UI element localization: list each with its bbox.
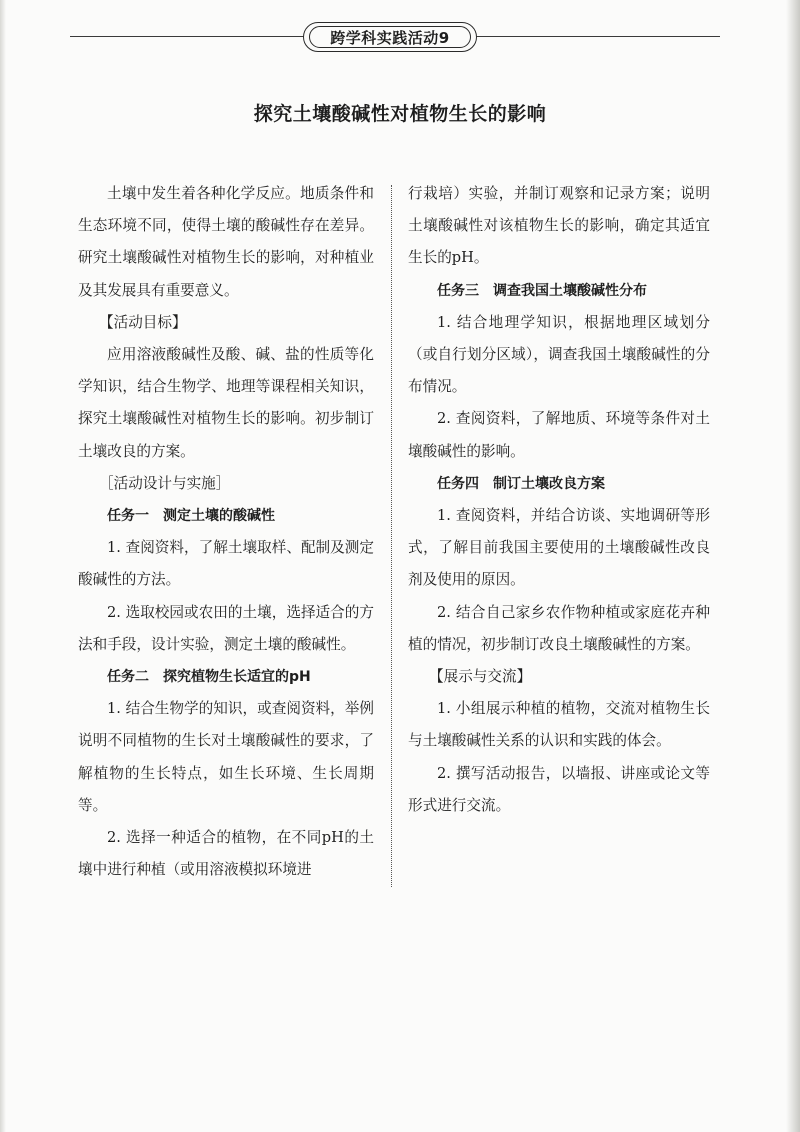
page-title: 探究土壤酸碱性对植物生长的影响 — [253, 103, 547, 125]
section-badge — [303, 22, 477, 52]
task1-title: 任务一 测定土壤的酸碱性 — [107, 508, 275, 525]
goals-paragraph: 应用溶液酸碱性及酸、碱、盐的性质等化学知识，结合生物学、地理等课程相关知识，探究土壤酸碱性对植物生长的影响。初步制订土壤改良的方案。 — [78, 346, 374, 460]
scan-right-shadow — [786, 0, 800, 1132]
scan-left-shadow — [0, 0, 6, 1132]
intro-paragraph: 土壤中发生着各种化学反应。地质条件和生态环境不同，使得土壤的酸碱性存在差异。研究土壤酸碱性对植物生长的影响，对种植业及其发展具有重要意义。 — [78, 185, 374, 299]
exchange-item-1: 1. 小组展示种植的植物，交流对植物生长与土壤酸碱性关系的认识和实践的体会。 — [408, 700, 710, 750]
exchange-item-2: 2. 撰写活动报告，以墙报、讲座或论文等形式进行交流。 — [408, 764, 710, 814]
task2-item-2-continuation: 行栽培）实验，并制订观察和记录方案；说明土壤酸碱性对该植物生长的影响，确定其适宜生长的pH。 — [408, 185, 710, 267]
task4-item-2: 2. 结合自己家乡农作物种植或家庭花卉种植的情况，初步制订改良土壤酸碱性的方案。 — [408, 603, 710, 653]
task3-item-1: 1. 结合地理学知识，根据地理区域划分（或自行划分区域），调查我国土壤酸碱性的分布情况。 — [408, 313, 710, 396]
task4-item-1: 1. 查阅资料，并结合访谈、实地调研等形式，了解目前我国主要使用的土壤酸碱性改良剂及使用的原因。 — [408, 507, 710, 589]
section-badge-label: 跨学科实践活动9 — [309, 26, 471, 48]
exchange-heading: 【展示与交流】 — [429, 668, 532, 686]
task2-item-1: 1. 结合生物学的知识，或查阅资料，举例说明不同植物的生长对土壤酸碱性的要求，了解植物的生长特点，如生长环境、生长周期等。 — [78, 700, 374, 814]
task1-item-2: 2. 选取校园或农田的土壤，选择适合的方法和手段，设计实验，测定土壤的酸碱性。 — [78, 603, 374, 653]
right-column — [408, 178, 710, 822]
task2-item-2: 2. 选择一种适合的植物，在不同pH的土壤中进行种植（或用溶液模拟环境进 — [78, 829, 374, 879]
task1-item-1: 1. 查阅资料，了解土壤取样、配制及测定酸碱性的方法。 — [78, 539, 374, 589]
design-heading: ［活动设计与实施］ — [99, 474, 231, 492]
left-column — [78, 178, 374, 886]
task2-title: 任务二 探究植物生长适宜的pH — [107, 669, 311, 686]
task3-title: 任务三 调查我国土壤酸碱性分布 — [437, 282, 647, 299]
task3-item-2: 2. 查阅资料，了解地质、环境等条件对土壤酸碱性的影响。 — [408, 410, 710, 460]
column-divider — [391, 185, 392, 887]
task4-title: 任务四 制订土壤改良方案 — [437, 475, 605, 492]
goals-heading: 【活动目标】 — [99, 313, 187, 331]
